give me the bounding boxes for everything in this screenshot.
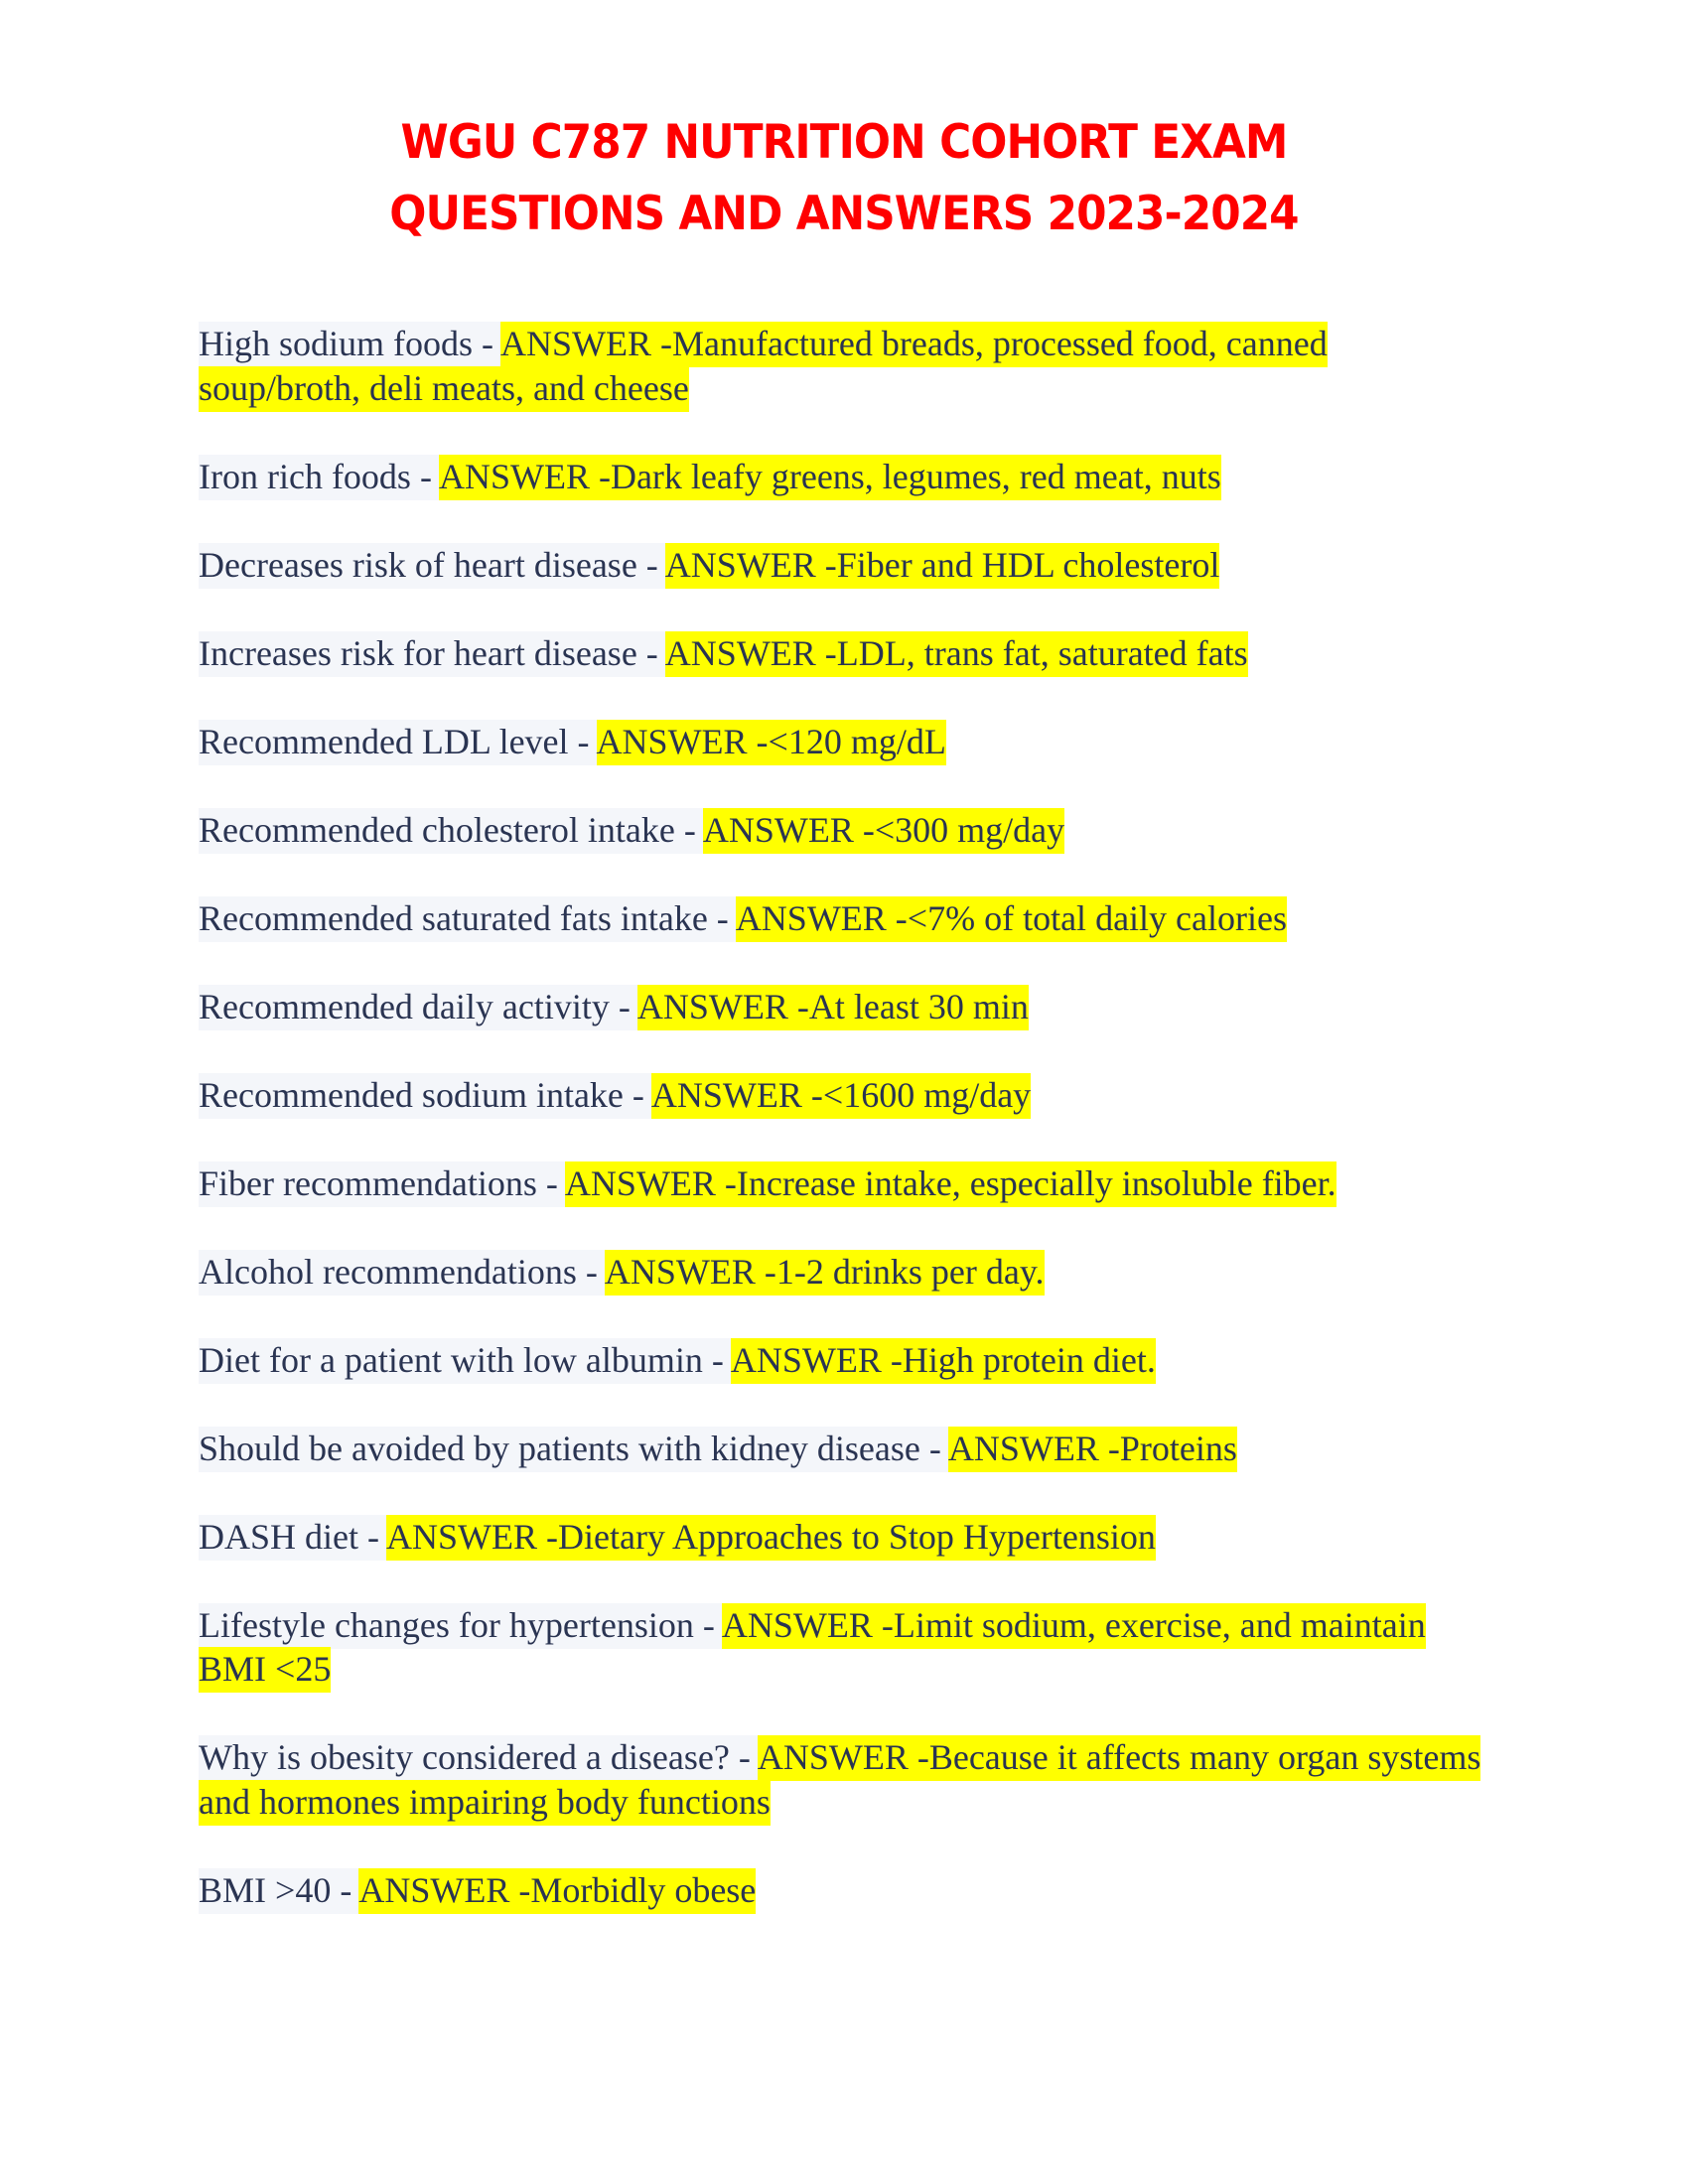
question-text: Lifestyle changes for hypertension - xyxy=(199,1603,722,1649)
qa-item xyxy=(199,1161,1489,1206)
question-text: Iron rich foods - xyxy=(199,455,439,500)
answer-text: ANSWER -Morbidly obese xyxy=(358,1868,756,1914)
answer-text: ANSWER -<7% of total daily calories xyxy=(736,896,1287,942)
answer-text: ANSWER -<300 mg/day xyxy=(703,808,1064,854)
answer-text: ANSWER -Dark leafy greens, legumes, red meat, nuts xyxy=(439,455,1221,500)
question-text: BMI >40 - xyxy=(199,1868,358,1914)
qa-item xyxy=(199,1515,1489,1560)
qa-item xyxy=(199,543,1489,588)
answer-text: ANSWER -Fiber and HDL cholesterol xyxy=(665,543,1220,589)
qa-item xyxy=(199,455,1489,499)
question-text: DASH diet - xyxy=(199,1515,386,1561)
question-text: High sodium foods - xyxy=(199,322,500,367)
question-text: Diet for a patient with low albumin - xyxy=(199,1338,731,1384)
title-line-1: WGU C787 NUTRITION COHORT EXAM xyxy=(400,115,1288,170)
title-line-2: QUESTIONS AND ANSWERS 2023-2024 xyxy=(389,187,1299,241)
qa-list xyxy=(199,322,1489,1957)
question-text: Alcohol recommendations - xyxy=(199,1250,605,1296)
question-text: Recommended cholesterol intake - xyxy=(199,808,703,854)
qa-item xyxy=(199,1735,1489,1824)
answer-text: ANSWER -Because it affects many organ systems and hormones impairing body functions xyxy=(199,1735,1480,1826)
answer-text: ANSWER -Limit sodium, exercise, and maintain BMI <25 xyxy=(199,1603,1426,1694)
answer-text: ANSWER -LDL, trans fat, saturated fats xyxy=(665,631,1248,677)
question-text: Recommended LDL level - xyxy=(199,720,597,765)
qa-item xyxy=(199,1603,1489,1692)
qa-item xyxy=(199,631,1489,676)
qa-item xyxy=(199,1073,1489,1118)
question-text: Fiber recommendations - xyxy=(199,1161,565,1207)
qa-item xyxy=(199,322,1489,410)
qa-item xyxy=(199,720,1489,764)
answer-text: ANSWER -At least 30 min xyxy=(637,985,1029,1030)
question-text: Why is obesity considered a disease? - xyxy=(199,1735,758,1781)
qa-item xyxy=(199,808,1489,853)
document-title xyxy=(0,107,1688,250)
question-text: Recommended sodium intake - xyxy=(199,1073,651,1119)
answer-text: ANSWER -<120 mg/dL xyxy=(597,720,946,765)
question-text: Recommended daily activity - xyxy=(199,985,637,1030)
answer-text: ANSWER -Increase intake, especially insoluble fiber. xyxy=(565,1161,1336,1207)
qa-item xyxy=(199,1868,1489,1913)
answer-text: ANSWER -Proteins xyxy=(948,1427,1237,1472)
answer-text: ANSWER -Dietary Approaches to Stop Hypertension xyxy=(386,1515,1156,1561)
question-text: Recommended saturated fats intake - xyxy=(199,896,736,942)
qa-item xyxy=(199,1250,1489,1295)
answer-text: ANSWER -1-2 drinks per day. xyxy=(605,1250,1045,1296)
qa-item xyxy=(199,1338,1489,1383)
question-text: Increases risk for heart disease - xyxy=(199,631,665,677)
qa-item xyxy=(199,985,1489,1029)
question-text: Decreases risk of heart disease - xyxy=(199,543,665,589)
question-text: Should be avoided by patients with kidney disease - xyxy=(199,1427,948,1472)
answer-text: ANSWER -<1600 mg/day xyxy=(651,1073,1031,1119)
answer-text: ANSWER -High protein diet. xyxy=(731,1338,1156,1384)
qa-item xyxy=(199,1427,1489,1471)
qa-item xyxy=(199,896,1489,941)
answer-text: ANSWER -Manufactured breads, processed food, canned soup/broth, deli meats, and cheese xyxy=(199,322,1328,412)
